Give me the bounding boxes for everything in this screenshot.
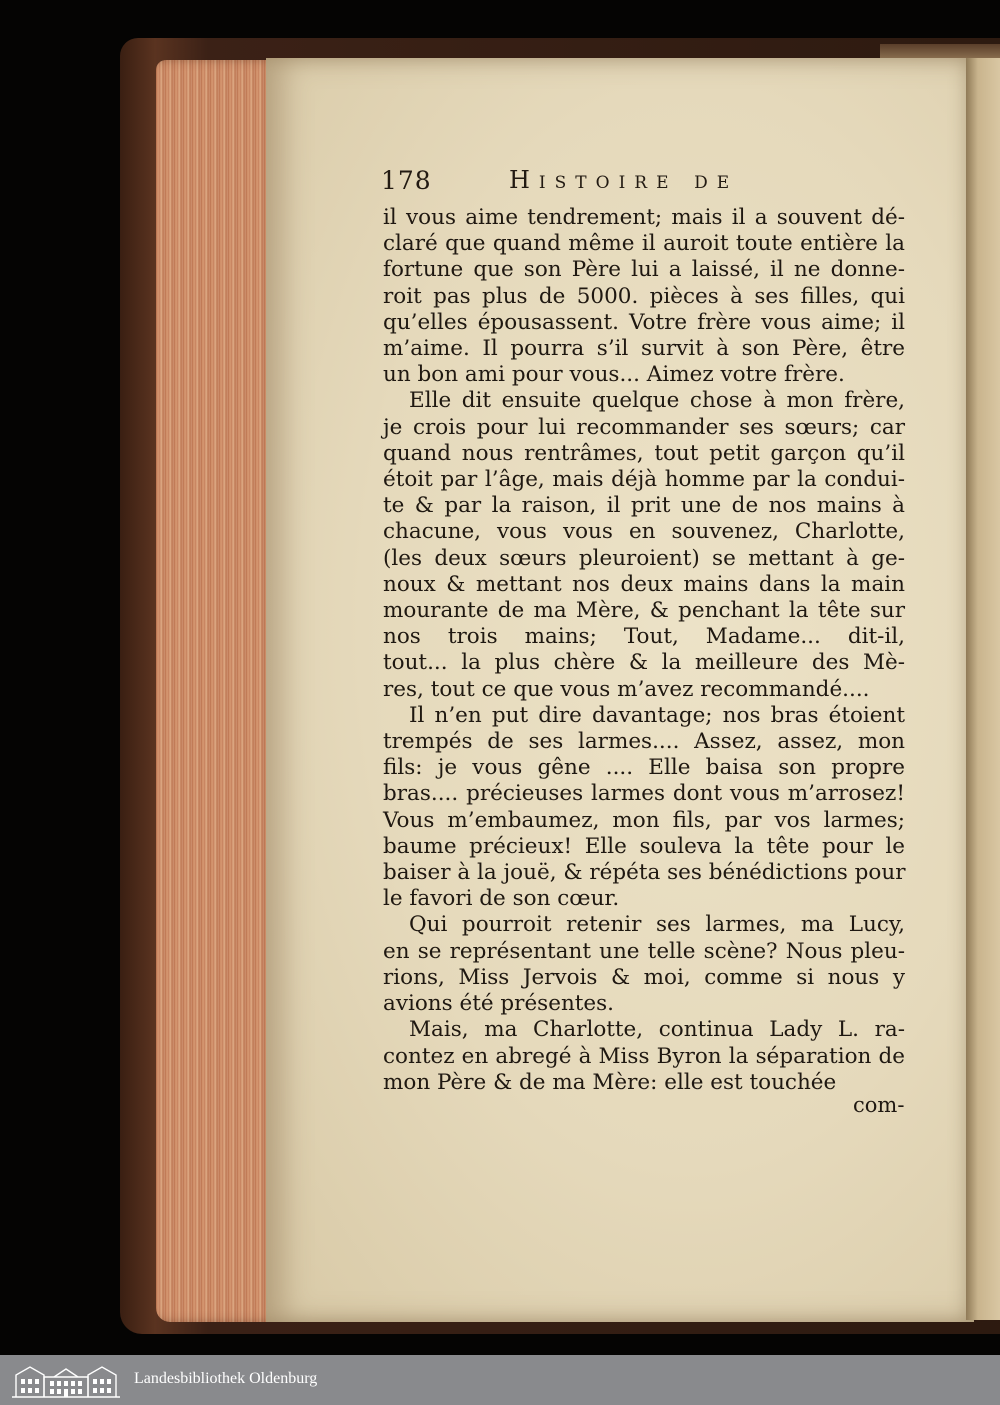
text-line: tout... la plus chère & la meilleure des Mè- xyxy=(383,650,905,676)
text-line: quand nous rentrâmes, tout petit garçon qu’il xyxy=(383,440,905,466)
facing-page-edge xyxy=(966,58,1000,1320)
text-line: un bon ami pour vous... Aimez votre frère. xyxy=(383,362,845,388)
text-line: contez en abregé à Miss Byron la séparation de xyxy=(383,1043,905,1069)
text-line: Elle dit ensuite quelque chose à mon frère, xyxy=(409,388,905,414)
text-line: étoit par l’âge, mais déjà homme par la condui- xyxy=(383,467,905,493)
library-building-icon xyxy=(10,1361,122,1399)
text-line: roit pas plus de 5000. pièces à ses filles, qui xyxy=(383,283,905,309)
text-line: avions été présentes. xyxy=(383,991,615,1017)
text-line: res, tout ce que vous m’avez recommandé.... xyxy=(383,676,870,702)
text-line: chacune, vous vous en souvenez, Charlotte, xyxy=(383,519,905,545)
running-title: Histoire de xyxy=(509,166,739,194)
text-line: bras.... précieuses larmes dont vous m’arrosez! xyxy=(383,781,905,807)
text-line: Qui pourroit retenir ses larmes, ma Lucy, xyxy=(409,912,905,938)
text-line: trempés de ses larmes.... Assez, assez, mon xyxy=(383,729,905,755)
text-line: m’aime. Il pourra s’il survit à son Père, être xyxy=(383,336,905,362)
catchword: com- xyxy=(853,1093,905,1117)
text-line: mon Père & de ma Mère: elle est touchée xyxy=(383,1069,837,1095)
text-line: (les deux sœurs pleuroient) se mettant à ge- xyxy=(383,545,905,571)
text-line: rions, Miss Jervois & moi, comme si nous y xyxy=(383,964,905,990)
text-line: noux & mettant nos deux mains dans la main xyxy=(383,571,905,597)
text-line: fils: je vous gêne .... Elle baisa son propre xyxy=(383,755,905,781)
text-line: fortune que son Père lui a laissé, il ne donne- xyxy=(383,257,905,283)
text-line: je crois pour lui recommander ses sœurs; car xyxy=(383,414,905,440)
text-line: te & par la raison, il prit une de nos mains à xyxy=(383,493,905,519)
text-line: Mais, ma Charlotte, continua Lady L. ra- xyxy=(409,1017,905,1043)
text-line: Il n’en put dire davantage; nos bras étoient xyxy=(409,702,905,728)
text-line: il vous aime tendrement; mais il a souvent dé- xyxy=(383,205,905,230)
library-name: Landesbibliothek Oldenburg xyxy=(134,1370,318,1387)
page-number: 178 xyxy=(381,166,432,195)
body-text xyxy=(383,205,905,1096)
page-edges xyxy=(156,60,278,1322)
footer-bar xyxy=(0,1355,1000,1405)
page-header xyxy=(381,166,901,200)
text-line: baume précieux! Elle souleva la tête pour le xyxy=(383,833,905,859)
text-line: baiser à la jouë, & répéta ses bénédictions pour xyxy=(383,860,906,886)
text-line: en se représentant une telle scène? Nous pleu- xyxy=(383,938,905,964)
text-line: Vous m’embaumez, mon fils, par vos larmes; xyxy=(383,807,905,833)
text-line: mourante de ma Mère, & penchant la tête sur xyxy=(383,598,905,624)
text-line: le favori de son cœur. xyxy=(383,886,620,912)
text-line: claré que quand même il auroit toute entière la xyxy=(383,231,905,257)
text-line: qu’elles épousassent. Votre frère vous aime; il xyxy=(383,309,905,335)
text-line: nos trois mains; Tout, Madame... dit-il, xyxy=(383,624,905,650)
